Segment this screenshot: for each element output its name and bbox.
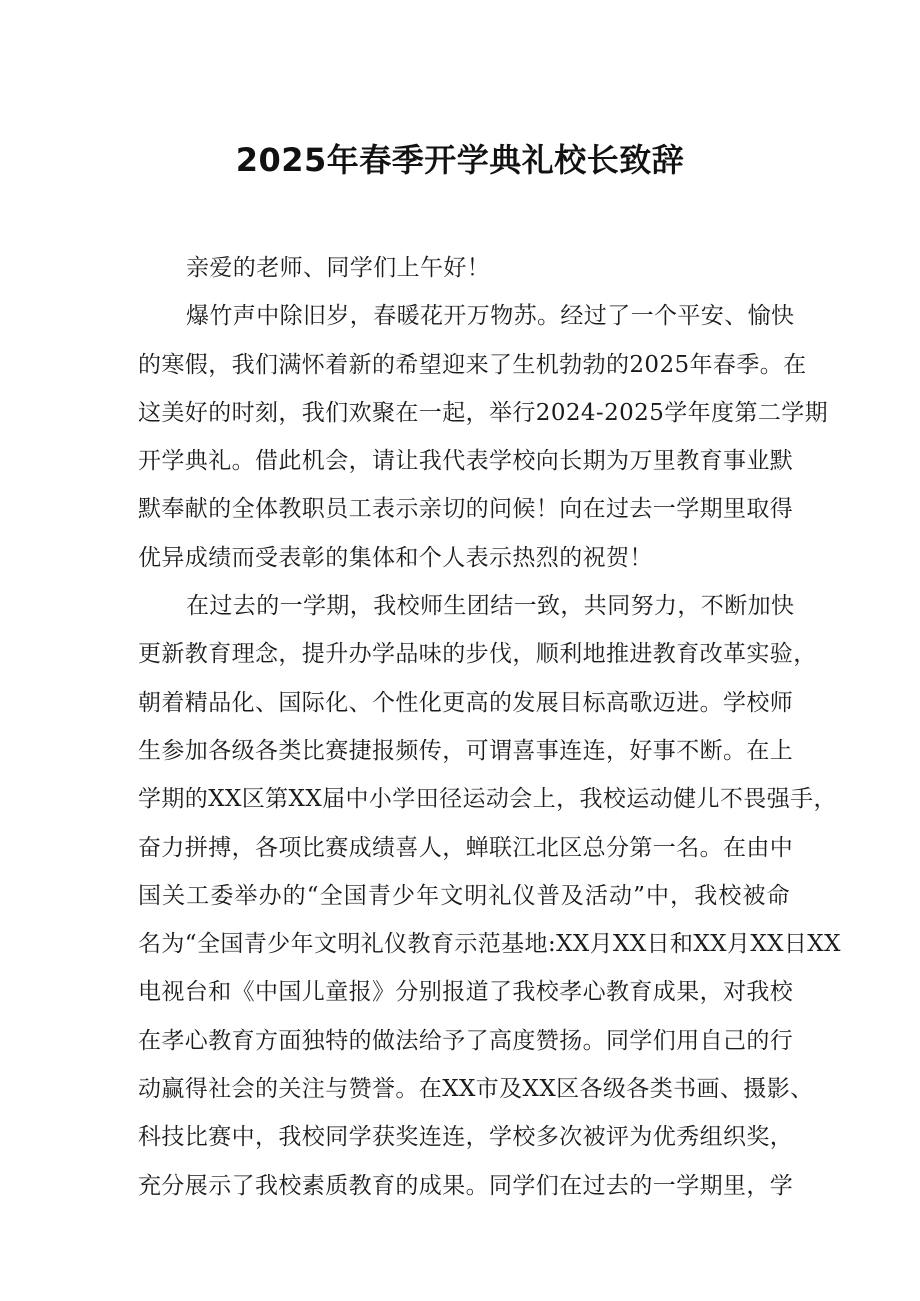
body-line: 在过去的一学期，我校师生团结一致，共同努力，不断加快 (186, 593, 795, 620)
document-body (138, 244, 841, 1210)
body-line: 优异成绩而受表彰的集体和个人表示热烈的祝贺！ (138, 544, 653, 571)
document-title: 2025年春季开学典礼校长致辞 (235, 141, 685, 179)
body-line: 更新教育理念，提升办学品味的步伐，顺利地推进教育改革实验， (138, 641, 817, 668)
body-line: 学期的XX区第XX届中小学田径运动会上，我校运动健儿不畏强手， (138, 786, 837, 813)
body-line: 充分展示了我校素质教育的成果。同学们在过去的一学期里，学 (138, 1172, 794, 1199)
body-line: 动赢得社会的关注与赞誉。在XX市及XX区各级各类书画、摄影、 (138, 1076, 814, 1103)
body-line: 爆竹声中除旧岁，春暖花开万物苏。经过了一个平安、愉快 (186, 303, 795, 330)
body-line: 的寒假，我们满怀着新的希望迎来了生机勃勃的2025年春季。在 (138, 351, 807, 378)
body-line: 亲爱的老师、同学们上午好！ (186, 255, 491, 281)
body-line: 在孝心教育方面独特的做法给予了高度赞扬。同学们用自己的行 (138, 1027, 794, 1054)
body-line: 电视台和《中国儿童报》分别报道了我校孝心教育成果，对我校 (138, 979, 794, 1006)
body-line: 朝着精品化、国际化、个性化更高的发展目标高歌迈进。学校师 (138, 689, 794, 716)
body-line: 科技比赛中，我校同学获奖连连，学校多次被评为优秀组织奖， (138, 1124, 794, 1151)
body-line: 这美好的时刻，我们欢聚在一起，举行2024-2025学年度第二学期 (138, 399, 829, 426)
body-line: 名为“全国青少年文明礼仪教育示范基地:XX月XX日和XX月XX日XX (138, 931, 841, 958)
body-line: 国关工委举办的“全国青少年文明礼仪普及活动”中，我校被命 (138, 882, 790, 909)
body-line: 默奉献的全体教职员工表示亲切的问候！向在过去一学期里取得 (138, 496, 794, 523)
body-line: 开学典礼。借此机会，请让我代表学校向长期为万里教育事业默 (138, 448, 794, 475)
body-line: 奋力拼搏，各项比赛成绩喜人，蝉联江北区总分第一名。在由中 (138, 834, 794, 861)
body-line: 生参加各级各类比赛捷报频传，可谓喜事连连，好事不断。在上 (138, 737, 794, 764)
